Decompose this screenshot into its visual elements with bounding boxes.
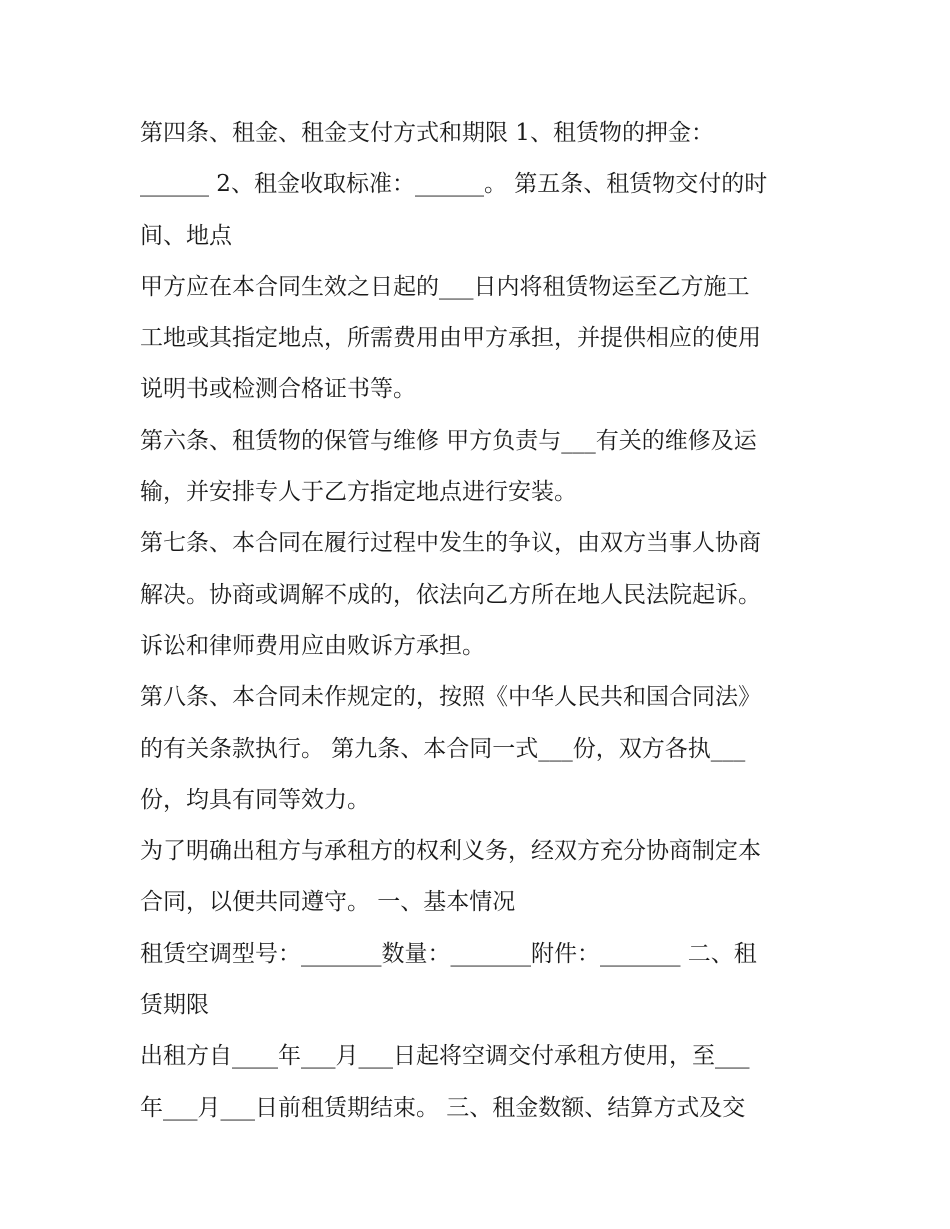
text-line: ______ 2、租金收取标准：______。 第五条、租赁物交付的时 [140,171,768,198]
text-line: 工地或其指定地点，所需费用由甲方承担，并提供相应的使用 [140,325,761,352]
text-line: 第六条、租赁物的保管与维修 甲方负责与___有关的维修及运 [140,427,757,454]
contract-body-text [140,108,820,1134]
text-line: 说明书或检测合格证书等。 [140,376,416,403]
text-line: 解决。协商或调解不成的，依法向乙方所在地人民法院起诉。 [140,581,761,608]
text-line: 甲方应在本合同生效之日起的___日内将租赁物运至乙方施工 [140,273,750,300]
text-line: 诉讼和律师费用应由败诉方承担。 [140,632,485,659]
text-line: 年___月___日前租赁期结束。 三、租金数额、结算方式及交 [140,1094,746,1121]
text-line: 第四条、租金、租金支付方式和期限 1、租赁物的押金： [140,120,714,146]
text-line: 赁期限 [140,992,209,1019]
text-line: 合同，以便共同遵守。 一、基本情况 [140,889,516,916]
text-line: 租赁空调型号：_______数量：_______附件：_______ 二、租 [140,940,757,967]
text-line: 第七条、本合同在履行过程中发生的争议，由双方当事人协商 [140,530,761,557]
text-line: 的有关条款执行。 第九条、本合同一式___份，双方各执___ [140,735,746,762]
text-line: 出租方自____年___月___日起将空调交付承租方使用，至___ [140,1043,750,1070]
text-line: 间、地点 [140,222,232,249]
text-line: 第八条、本合同未作规定的，按照《中华人民共和国合同法》 [140,684,761,711]
text-line: 为了明确出租方与承租方的权利义务，经双方充分协商制定本 [140,838,761,865]
text-line: 输，并安排专人于乙方指定地点进行安装。 [140,479,577,506]
text-line: 份，均具有同等效力。 [140,786,370,813]
